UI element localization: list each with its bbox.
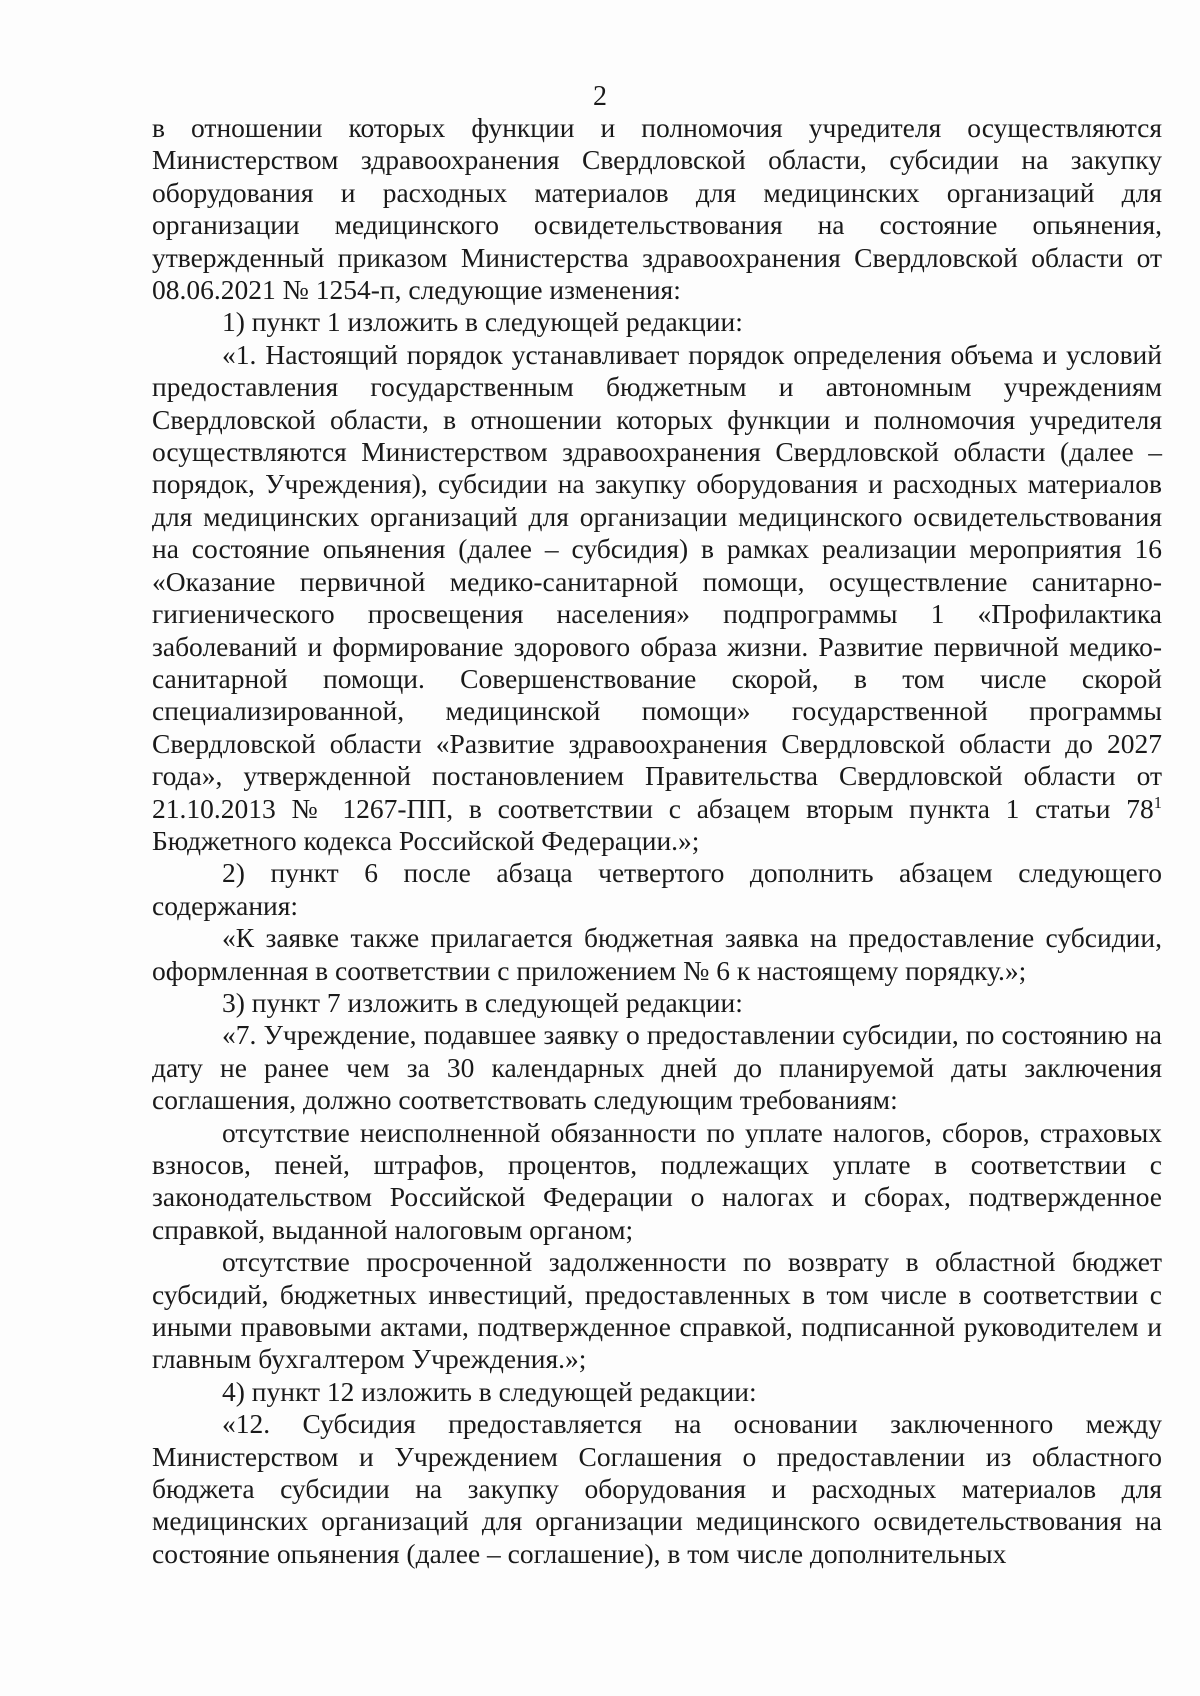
point-1-text: «1. Настоящий порядок устанавливает порядок определения объема и условий предоставления государственным бюджетным и автономным учреждениям Свердловской области, в отношении которых функции и полномочия учредителя осуществляются Министерством здравоохранения Свердловской области (далее – порядок, Учреждения), субсидии на закупку оборудования и расходных материалов для медицинских организаций для организации медицинского освидетельствования на состояние опьянения (далее – субсидия) в рамках реализации мероприятия 16 «Оказание первичной медико-санитарной помощи, осуществление санитарно-гигиенического просвещения населения» подпрограммы 1 «Профилактика заболеваний и формирование здорового образа жизни. Развитие первичной медико-санитарной помощи. Совершенствование скорой, в том числе скорой специализированной, медицинской помощи» государственной программы Свердловской области «Развитие здравоохранения Свердловской области до 2027 года», утвержденной постановлением Правительства Свердловской области от 21.10.2013 № 1267-ПП, в соответствии с абзацем вторым пункта 1 статьи 78: [152, 338, 1162, 824]
document-body: [152, 112, 1162, 1570]
paragraph-item-4: 4) пункт 12 изложить в следующей редакции:: [222, 1375, 757, 1407]
paragraph-point-1: [152, 339, 1162, 858]
paragraph-point-6-insert: «К заявке также прилагается бюджетная заявка на предоставление субсидии, оформленная в соответствии с приложением № 6 к настоящему порядку.»;: [152, 922, 1162, 986]
paragraph-intro: в отношении которых функции и полномочия учредителя осуществляются Министерством здравоохранения Свердловской области, субсидии на закупку оборудования и расходных материалов для медицинских организаций для организации медицинского освидетельствования на состояние опьянения, утвержденный приказом Министерства здравоохранения Свердловской области от 08.06.2021 № 1254-п, следующие изменения:: [152, 112, 1162, 306]
page-number: 2: [593, 81, 607, 112]
paragraph-item-2: 2) пункт 6 после абзаца четвертого дополнить абзацем следующего содержания:: [152, 857, 1162, 921]
point-1-tail: Бюджетного кодекса Российской Федерации.»;: [152, 824, 700, 856]
paragraph-requirement-2: отсутствие просроченной задолженности по возврату в областной бюджет субсидий, бюджетных инвестиций, предоставленных в том числе в соответствии с иными правовыми актами, подтвержденное справкой, подписанной руководителем и главным бухгалтером Учреждения.»;: [152, 1246, 1162, 1375]
paragraph-requirement-1: отсутствие неисполненной обязанности по уплате налогов, сборов, страховых взносов, пеней, штрафов, процентов, подлежащих уплате в соответствии с законодательством Российской Федерации о налогах и сборах, подтвержденное справкой, выданной налоговым органом;: [152, 1116, 1162, 1245]
paragraph-point-12: «12. Субсидия предоставляется на основании заключенного между Министерством и Учреждением Соглашения о предоставлении из областного бюджета субсидии на закупку оборудования и расходных материалов для медицинских организаций для организации медицинского освидетельствования на состояние опьянения (далее – соглашение), в том числе дополнительных: [152, 1408, 1162, 1569]
paragraph-point-7: «7. Учреждение, подавшее заявку о предоставлении субсидии, по состоянию на дату не ранее чем за 30 календарных дней до планируемой даты заключения соглашения, должно соответствовать следующим требованиям:: [152, 1019, 1162, 1116]
article-superscript: 1: [1153, 792, 1162, 812]
paragraph-item-1: 1) пункт 1 изложить в следующей редакции:: [222, 306, 743, 338]
paragraph-item-3: 3) пункт 7 изложить в следующей редакции:: [222, 986, 743, 1018]
